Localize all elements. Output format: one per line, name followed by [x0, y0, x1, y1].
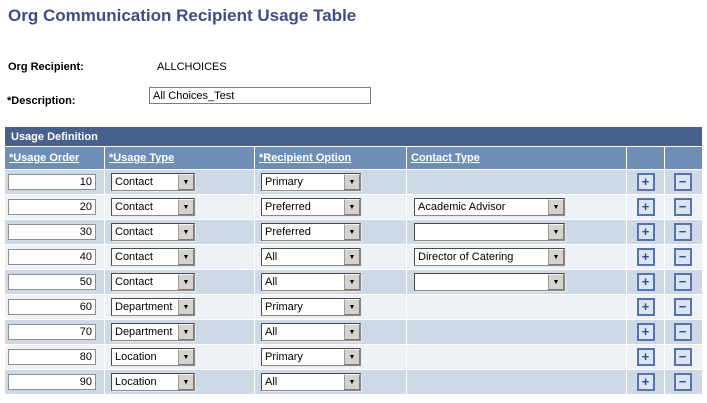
table-row [5, 219, 702, 244]
dropdown-arrow-icon[interactable]: ▼ [548, 224, 564, 240]
usage-type-cell [105, 345, 255, 369]
contact-type-select-value [415, 274, 548, 290]
recipient-option-cell [255, 345, 407, 369]
usage-type-select[interactable] [111, 223, 195, 241]
add-row-cell [627, 170, 665, 194]
recipient-option-select[interactable] [261, 198, 361, 216]
table-row [5, 369, 702, 394]
usage-order-input[interactable] [8, 274, 96, 290]
recipient-option-select-value: Primary [265, 351, 303, 363]
dropdown-arrow-icon[interactable]: ▼ [178, 374, 194, 390]
add-row-cell [627, 320, 665, 344]
usage-type-cell [105, 220, 255, 244]
contact-type-sort-link[interactable]: Contact Type [411, 152, 480, 164]
recipient-option-cell [255, 295, 407, 319]
add-row-button[interactable]: + [637, 348, 655, 366]
usage-order-input[interactable] [8, 349, 96, 365]
org-recipient-value: ALLCHOICES [157, 61, 227, 73]
usage-type-select[interactable] [111, 323, 195, 341]
recipient-option-select-value: All [265, 326, 278, 338]
contact-type-cell [407, 345, 627, 369]
table-row [5, 194, 702, 219]
recipient-option-select-value: All [265, 276, 278, 288]
remove-row-cell [665, 345, 700, 369]
org-recipient-label: Org Recipient: [8, 61, 84, 73]
description-label: *Description: [7, 95, 76, 107]
usage-type-select-value: Location [115, 376, 157, 388]
usage-order-input[interactable] [8, 324, 96, 340]
usage-order-cell [5, 345, 105, 369]
contact-type-cell [407, 245, 627, 269]
recipient-option-cell [255, 320, 407, 344]
grid-title: Usage Definition [5, 127, 702, 147]
dropdown-arrow-icon[interactable]: ▼ [178, 249, 194, 265]
table-row [5, 344, 702, 369]
column-header-usage-order[interactable] [5, 147, 105, 169]
column-header-contact-type[interactable] [407, 147, 627, 169]
contact-type-select[interactable] [414, 223, 565, 241]
usage-order-input[interactable] [8, 224, 96, 240]
contact-type-cell [407, 320, 627, 344]
recipient-option-select[interactable] [261, 323, 361, 341]
recipient-option-select-value: All [265, 251, 278, 263]
dropdown-arrow-icon[interactable]: ▼ [344, 274, 360, 290]
dropdown-arrow-icon[interactable]: ▼ [178, 199, 194, 215]
recipient-option-cell [255, 370, 407, 394]
page-title: Org Communication Recipient Usage Table [8, 6, 357, 25]
usage-type-cell [105, 295, 255, 319]
usage-order-input[interactable] [8, 299, 96, 315]
usage-order-input[interactable] [8, 174, 96, 190]
grid-rows [5, 169, 702, 394]
remove-row-cell [665, 370, 700, 394]
usage-type-select[interactable] [111, 273, 195, 291]
dropdown-arrow-icon[interactable]: ▼ [178, 324, 194, 340]
usage-type-select-value: Contact [115, 251, 153, 263]
add-row-button[interactable]: + [637, 298, 655, 316]
add-row-cell [627, 345, 665, 369]
dropdown-arrow-icon[interactable]: ▼ [344, 374, 360, 390]
usage-type-select[interactable] [111, 373, 195, 391]
remove-row-button[interactable]: − [674, 173, 692, 191]
usage-order-cell [5, 245, 105, 269]
remove-row-cell [665, 320, 700, 344]
usage-type-cell [105, 320, 255, 344]
contact-type-cell [407, 295, 627, 319]
usage-order-cell [5, 220, 105, 244]
remove-row-cell [665, 245, 700, 269]
usage-order-input[interactable] [8, 249, 96, 265]
add-row-button[interactable]: + [637, 373, 655, 391]
remove-row-button[interactable]: − [674, 348, 692, 366]
add-row-cell [627, 220, 665, 244]
dropdown-arrow-icon[interactable]: ▼ [178, 299, 194, 315]
contact-type-select[interactable] [414, 198, 565, 216]
dropdown-arrow-icon[interactable]: ▼ [548, 274, 564, 290]
add-row-cell [627, 295, 665, 319]
recipient-option-cell [255, 195, 407, 219]
description-input[interactable] [149, 87, 371, 104]
remove-row-button[interactable]: − [674, 373, 692, 391]
table-row [5, 269, 702, 294]
usage-order-cell [5, 320, 105, 344]
column-header-usage-type[interactable] [105, 147, 255, 169]
table-row [5, 244, 702, 269]
recipient-option-select[interactable] [261, 173, 361, 191]
remove-row-button[interactable]: − [674, 248, 692, 266]
remove-row-button[interactable]: − [674, 323, 692, 341]
usage-type-cell [105, 195, 255, 219]
usage-order-cell [5, 370, 105, 394]
dropdown-arrow-icon[interactable]: ▼ [178, 349, 194, 365]
usage-type-cell [105, 170, 255, 194]
table-row [5, 319, 702, 344]
contact-type-cell [407, 195, 627, 219]
contact-type-cell [407, 370, 627, 394]
table-row [5, 169, 702, 194]
usage-order-cell [5, 170, 105, 194]
recipient-option-cell [255, 270, 407, 294]
usage-order-sort-link[interactable]: *Usage Order [9, 152, 80, 164]
usage-definition-grid [5, 127, 702, 394]
usage-order-cell [5, 295, 105, 319]
contact-type-cell [407, 170, 627, 194]
usage-type-select[interactable] [111, 348, 195, 366]
dropdown-arrow-icon[interactable]: ▼ [178, 224, 194, 240]
dropdown-arrow-icon[interactable]: ▼ [178, 174, 194, 190]
dropdown-arrow-icon[interactable]: ▼ [548, 199, 564, 215]
recipient-option-cell [255, 170, 407, 194]
usage-type-select-value: Contact [115, 201, 153, 213]
usage-type-cell [105, 370, 255, 394]
usage-order-input[interactable] [8, 374, 96, 390]
recipient-option-cell [255, 245, 407, 269]
add-row-cell [627, 245, 665, 269]
add-row-cell [627, 270, 665, 294]
recipient-option-select[interactable] [261, 273, 361, 291]
usage-type-cell [105, 270, 255, 294]
recipient-option-sort-link[interactable]: *Recipient Option [259, 152, 352, 164]
recipient-option-select[interactable] [261, 223, 361, 241]
column-header-remove [665, 147, 700, 169]
add-row-button[interactable]: + [637, 248, 655, 266]
usage-type-select[interactable] [111, 173, 195, 191]
add-row-cell [627, 370, 665, 394]
grid-header [5, 147, 702, 169]
column-header-add [627, 147, 665, 169]
contact-type-select[interactable] [414, 273, 565, 291]
remove-row-cell [665, 195, 700, 219]
usage-type-cell [105, 245, 255, 269]
remove-row-button[interactable]: − [674, 198, 692, 216]
usage-order-cell [5, 270, 105, 294]
recipient-option-select-value: All [265, 376, 278, 388]
usage-type-select-value: Location [115, 351, 157, 363]
usage-type-select-value: Department [115, 301, 173, 313]
recipient-option-select-value: Preferred [265, 201, 311, 213]
contact-type-cell [407, 270, 627, 294]
recipient-option-select-value: Primary [265, 301, 303, 313]
contact-type-cell [407, 220, 627, 244]
add-row-cell [627, 195, 665, 219]
recipient-option-select[interactable] [261, 298, 361, 316]
recipient-option-select[interactable] [261, 348, 361, 366]
usage-order-input[interactable] [8, 199, 96, 215]
usage-type-select[interactable] [111, 298, 195, 316]
recipient-option-select[interactable] [261, 373, 361, 391]
add-row-button[interactable]: + [637, 323, 655, 341]
usage-type-select[interactable] [111, 198, 195, 216]
add-row-button[interactable]: + [637, 273, 655, 291]
add-row-button[interactable]: + [637, 198, 655, 216]
usage-type-select-value: Contact [115, 176, 153, 188]
remove-row-cell [665, 170, 700, 194]
usage-type-sort-link[interactable]: *Usage Type [109, 152, 175, 164]
remove-row-cell [665, 220, 700, 244]
add-row-button[interactable]: + [637, 223, 655, 241]
recipient-option-select-value: Preferred [265, 226, 311, 238]
contact-type-select-value [415, 224, 548, 240]
usage-type-select-value: Department [115, 326, 173, 338]
table-row [5, 294, 702, 319]
dropdown-arrow-icon[interactable]: ▼ [344, 249, 360, 265]
dropdown-arrow-icon[interactable]: ▼ [344, 299, 360, 315]
contact-type-select[interactable] [414, 248, 565, 266]
remove-row-button[interactable]: − [674, 298, 692, 316]
dropdown-arrow-icon[interactable]: ▼ [344, 199, 360, 215]
dropdown-arrow-icon[interactable]: ▼ [548, 249, 564, 265]
contact-type-select-value: Director of Catering [418, 251, 514, 263]
remove-row-cell [665, 295, 700, 319]
dropdown-arrow-icon[interactable]: ▼ [344, 174, 360, 190]
usage-type-select-value: Contact [115, 276, 153, 288]
recipient-option-select-value: Primary [265, 176, 303, 188]
dropdown-arrow-icon[interactable]: ▼ [344, 224, 360, 240]
usage-type-select[interactable] [111, 248, 195, 266]
remove-row-button[interactable]: − [674, 223, 692, 241]
recipient-option-cell [255, 220, 407, 244]
dropdown-arrow-icon[interactable]: ▼ [344, 324, 360, 340]
dropdown-arrow-icon[interactable]: ▼ [344, 349, 360, 365]
column-header-recipient-option[interactable] [255, 147, 407, 169]
usage-type-select-value: Contact [115, 226, 153, 238]
dropdown-arrow-icon[interactable]: ▼ [178, 274, 194, 290]
remove-row-cell [665, 270, 700, 294]
remove-row-button[interactable]: − [674, 273, 692, 291]
usage-order-cell [5, 195, 105, 219]
contact-type-select-value: Academic Advisor [418, 201, 506, 213]
add-row-button[interactable]: + [637, 173, 655, 191]
recipient-option-select[interactable] [261, 248, 361, 266]
